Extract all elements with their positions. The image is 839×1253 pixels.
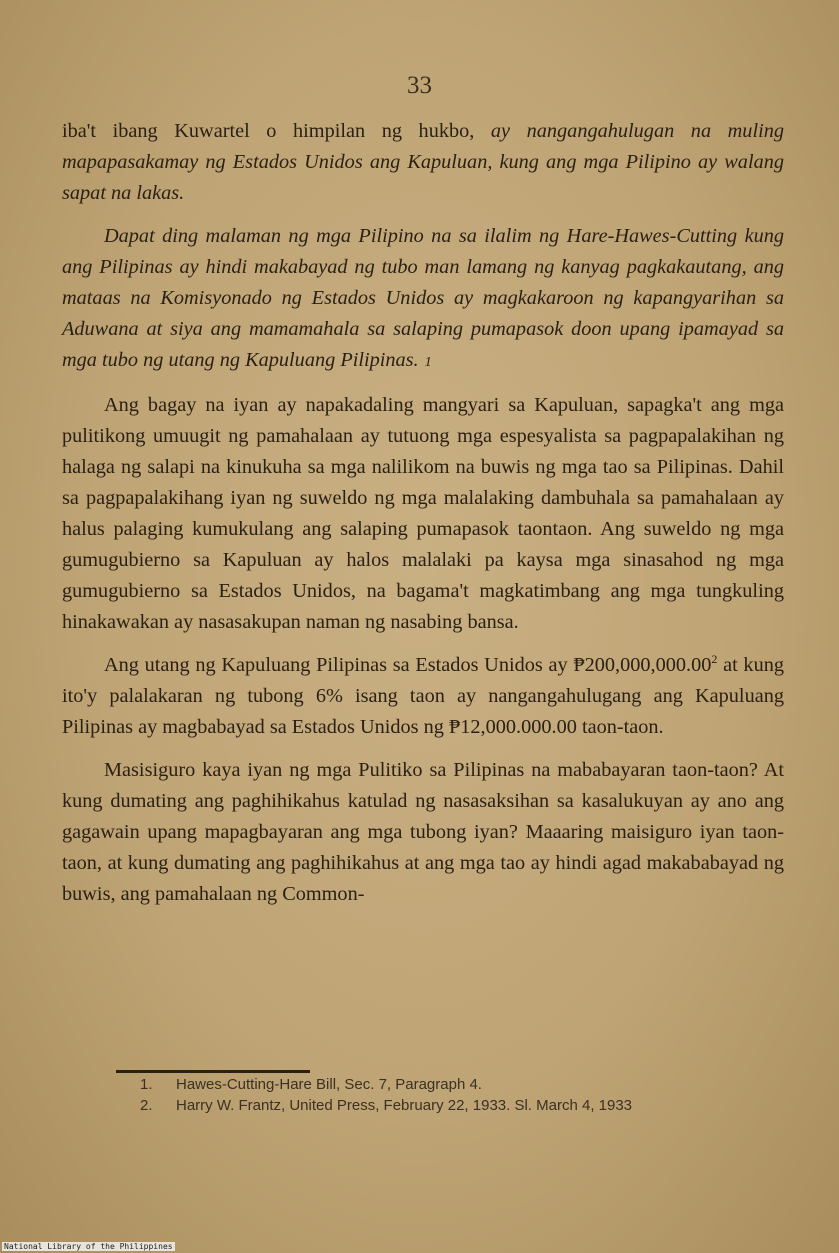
- body-text: [62, 116, 784, 910]
- footnote-text: Hawes-Cutting-Hare Bill, Sec. 7, Paragraph 4.: [176, 1076, 482, 1093]
- paragraph-3: Ang bagay na iyan ay napakadaling mangyari sa Kapuluan, sapagka't ang mga pulitikong umuugit ng pamahalaan ay tutuong mga espesyalista sa pagpapalakihan ng halaga ng salapi na kinukuha sa mga nalilikom na buwis ng mga tao sa Pilipinas. Dahil sa pagpapalakihang iyan ng suweldo ng mga malalaking dambuhala sa pamahalaan ay halus palaging kumukulang ang salaping pumapasok taontaon. Ang suweldo ng mga gumugubierno sa Kapuluan ay halos malalaki pa kaysa mga sinasahod ng mga gumugubierno sa Estados Unidos, na bagama't magkatimbang ang mga tungkuling hinakawakan ay nasasakupan naman ng nasabing bansa.: [62, 394, 784, 633]
- footnote-marker-1: 1: [424, 355, 432, 370]
- footnote-divider: [116, 1070, 310, 1073]
- footnote-number: 1.: [140, 1076, 153, 1093]
- paragraph-4-part-a: Ang utang ng Kapuluang Pilipinas sa Estados Unidos ay ₱200,000,000.00: [104, 654, 712, 676]
- paragraph-4-part-b: at kung ito'y palalakaran ng tubong 6% isang taon ay nangangahulugang ang Kapuluang Pilipinas ay magbabayad sa Estados Unidos ng ₱12,000.000.00 taon-taon.: [62, 654, 784, 738]
- paragraph-1: [62, 116, 784, 209]
- footnote-marker-2: 2: [711, 652, 718, 667]
- paragraph-1-roman: iba't ibang Kuwartel o himpilan ng hukbo,: [62, 120, 491, 142]
- paragraph-4: [62, 650, 784, 743]
- paragraph-1-italic: ay nangangahulugan na muling mapapasakamay ng Estados Unidos ang Kapuluan, kung ang mga Pilipino ay walang sapat na lakas.: [62, 120, 784, 204]
- page-number: 33: [407, 72, 432, 99]
- library-credit: National Library of the Philippines: [4, 1242, 173, 1251]
- footnote-1: [140, 1074, 790, 1095]
- footnote-number: 2.: [140, 1097, 153, 1114]
- paragraph-2-italic: Dapat ding malaman ng mga Pilipino na sa ilalim ng Hare-Hawes-Cutting kung ang Pilipinas ay hindi makabayad ng tubo man lamang ng kanyag pagkakautang, ang mataas na Komisyonado ng Estados Unidos ay magkakaroon ng kapangyarihan sa Aduwana at siya ang mamamahala sa salaping pumapasok doon upang ipamayad sa mga tubo ng utang ng Kapuluang Pilipinas.: [62, 225, 784, 371]
- footnotes: [140, 1074, 790, 1116]
- footnote-text: Harry W. Frantz, United Press, February 22, 1933. Sl. March 4, 1933: [176, 1097, 633, 1114]
- footnote-2: [140, 1095, 790, 1116]
- paragraph-2: [62, 221, 784, 378]
- paragraph-5: Masisiguro kaya iyan ng mga Pulitiko sa Pilipinas na mababayaran taon-taon? At kung dumating ang paghihikahus katulad ng nasasaksihan sa kasalukuyan ay ano ang gagawain upang mapagbayaran ang mga tubong iyan? Maaaring maisiguro iyan taon-taon, at kung dumating ang paghihikahus at ang mga tao ay hindi agad makababayad ng buwis, ang pamahalaan ng Common-: [62, 759, 784, 905]
